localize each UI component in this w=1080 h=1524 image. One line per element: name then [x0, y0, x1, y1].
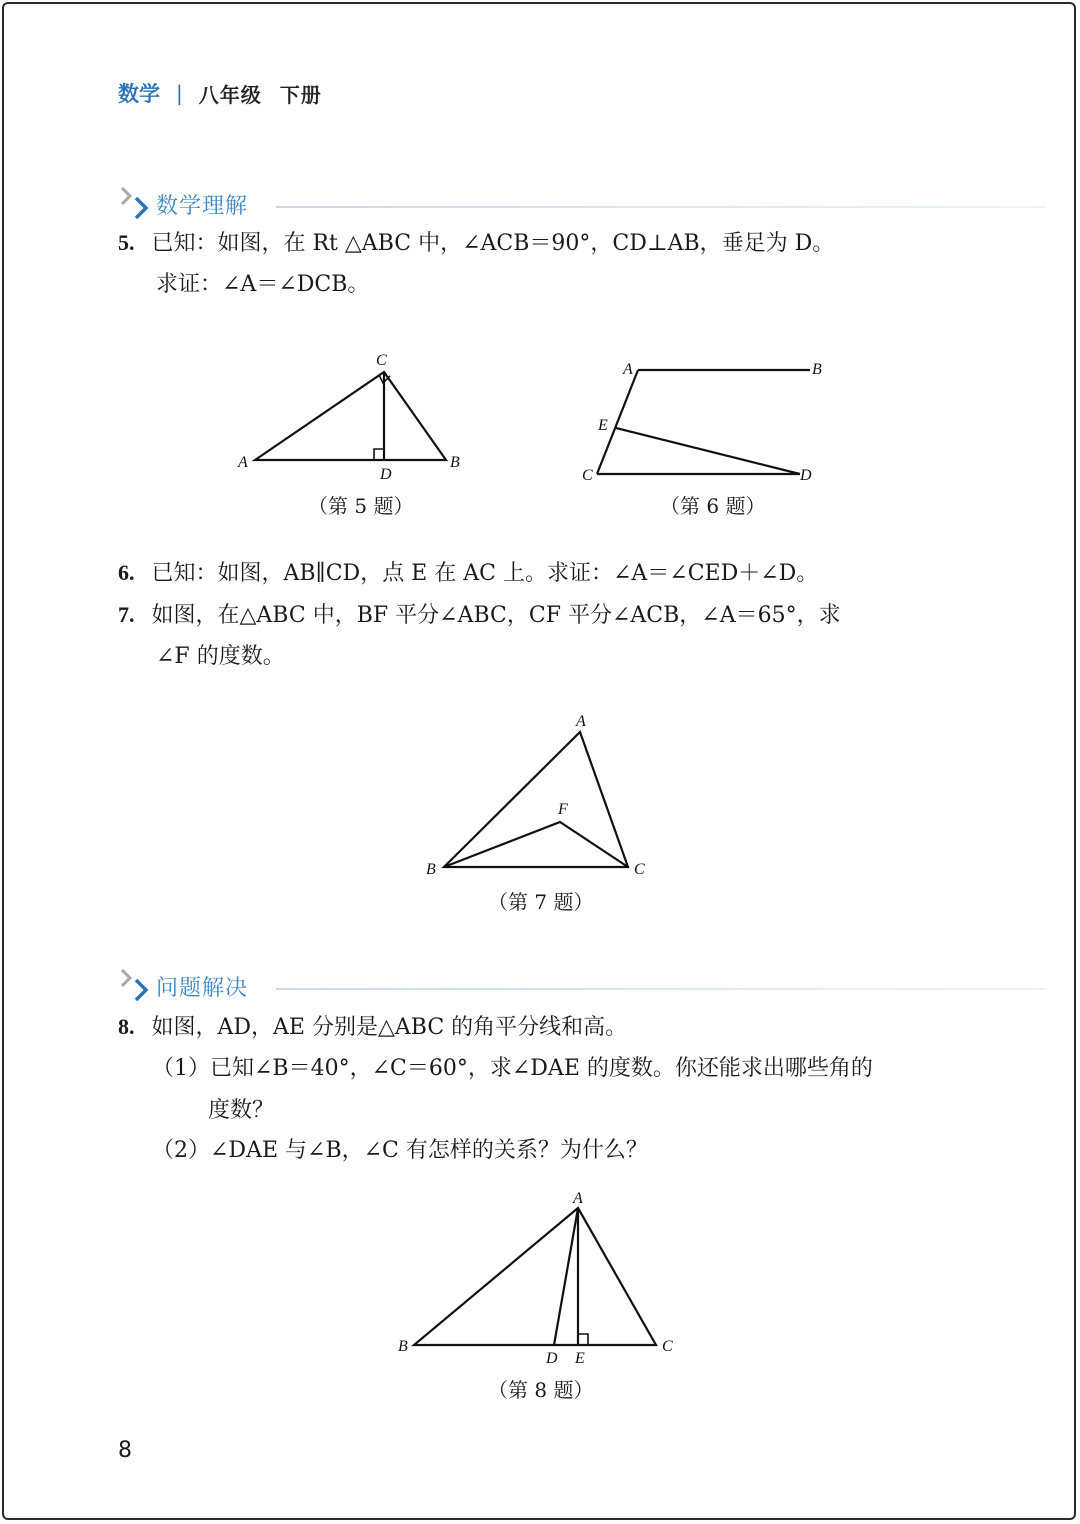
label-a: A: [573, 1190, 583, 1207]
triangle-abc: [414, 1208, 656, 1345]
problem-8-sub-2: [152, 1136, 648, 1166]
section-header-understanding: [118, 186, 248, 222]
problem-8-line-1: [118, 1012, 627, 1043]
problem-text: ∠F 的度数。: [156, 644, 285, 669]
figure-6-caption: （第 6 题）: [660, 494, 766, 518]
section-header-solving: [118, 968, 248, 1004]
figure-7: [420, 710, 660, 885]
chevron-right-icon: [118, 186, 158, 222]
problem-5-line-1: [118, 228, 834, 259]
problem-7-line-1: [118, 600, 841, 631]
problem-number: 5.: [118, 230, 135, 255]
label-a: A: [576, 713, 586, 730]
label-d: D: [546, 1350, 558, 1367]
problem-number: 7.: [118, 602, 135, 627]
label-b: B: [812, 361, 822, 378]
figure-7-caption: （第 7 题）: [488, 890, 594, 914]
problem-text: 求证：∠A＝∠DCB。: [156, 272, 370, 297]
label-d: D: [800, 467, 812, 484]
label-b: B: [450, 454, 460, 471]
problem-5-line-2: [156, 270, 369, 300]
figure-8-caption: （第 8 题）: [488, 1378, 594, 1402]
label-e: E: [598, 417, 608, 434]
label-c: C: [634, 861, 645, 878]
label-c: C: [376, 352, 387, 369]
problem-6-line-1: [118, 558, 818, 589]
section-title: 数学理解: [156, 193, 249, 219]
volume-label: 下册: [279, 82, 322, 107]
section-title: 问题解决: [156, 975, 249, 1001]
bisector-ad: [554, 1208, 578, 1345]
label-d: D: [380, 466, 392, 483]
problem-text: 已知：如图，在 Rt △ABC 中，∠ACB＝90°，CD⊥AB，垂足为 D。: [151, 231, 835, 256]
figure-5: [230, 345, 470, 485]
problem-text: 已知：如图，AB∥CD，点 E 在 AC 上。求证：∠A＝∠CED＋∠D。: [151, 561, 819, 586]
figure-8: [390, 1185, 690, 1370]
label-f: F: [558, 801, 568, 818]
right-angle-mark: [578, 1334, 588, 1345]
triangle-abc: [444, 732, 628, 867]
problem-8-sub-1-cont: [208, 1096, 274, 1126]
right-angle-mark: [374, 449, 384, 460]
problem-8-sub-1: [152, 1054, 873, 1084]
section-divider: [276, 988, 1046, 990]
label-b: B: [426, 861, 436, 878]
grade-label: 八年级: [198, 82, 262, 107]
label-e: E: [575, 1350, 585, 1367]
line-ed: [616, 428, 800, 474]
page-number: 8: [118, 1438, 132, 1463]
triangle-abc: [255, 372, 446, 460]
label-b: B: [398, 1338, 408, 1355]
sub-question-text: 度数？: [208, 1098, 275, 1123]
page-header: [118, 76, 322, 110]
bisectors-bf-cf: [444, 822, 628, 867]
figure-5-caption: （第 5 题）: [308, 494, 414, 518]
problem-7-line-2: [156, 642, 285, 672]
label-a: A: [238, 454, 248, 471]
problem-number: 6.: [118, 560, 135, 585]
problem-text: 如图，在△ABC 中，BF 平分∠ABC，CF 平分∠ACB，∠A＝65°，求: [151, 603, 841, 628]
subject-label: 数学: [118, 82, 160, 106]
sub-question-text: （1）已知∠B＝40°，∠C＝60°，求∠DAE 的度数。你还能求出哪些角的: [152, 1056, 873, 1081]
problem-number: 8.: [118, 1014, 135, 1039]
problem-text: 如图，AD，AE 分别是△ABC 的角平分线和高。: [151, 1015, 628, 1040]
label-c: C: [662, 1338, 673, 1355]
header-separator: |: [176, 81, 183, 105]
figure-6: [578, 352, 828, 492]
sub-question-text: （2）∠DAE 与∠B，∠C 有怎样的关系？为什么？: [152, 1138, 648, 1163]
section-divider: [276, 206, 1046, 208]
label-a: A: [623, 361, 633, 378]
label-c: C: [582, 467, 593, 484]
chevron-right-icon: [118, 968, 158, 1004]
